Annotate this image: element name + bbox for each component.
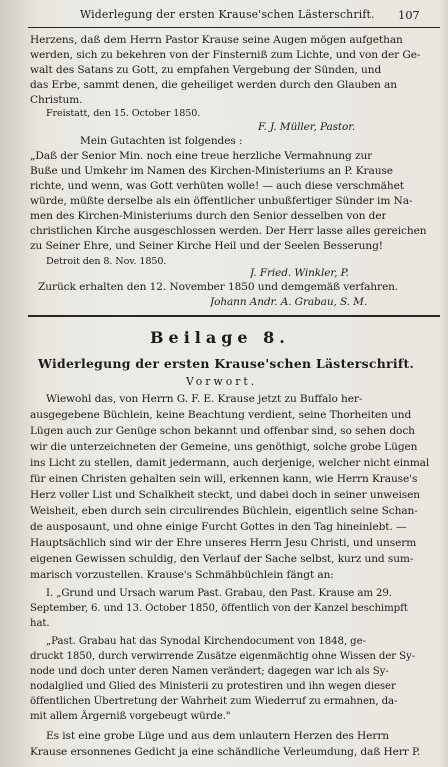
place-date-1: Freistatt, den 15. October 1850. <box>46 108 201 119</box>
quote2-line-6: mit allem Ärgerniß vorgebeugt würde." <box>30 711 231 722</box>
gutachten-line-1: „Daß der Senior Min. noch eine treue herzliche Vermahnung zur <box>30 150 373 162</box>
body-line-11: eigenen Gewissen schuldig, den Verlauf der Sache selbst, kurz und sum- <box>30 553 414 565</box>
body-line-8: Weisheit, eben durch sein circulirendes Büchlein, eigentlich seine Schan- <box>30 505 418 517</box>
running-title: Widerlegung der ersten Krause'schen Lästerschrift. <box>80 8 375 21</box>
place-date-2: Detroit den 8. Nov. 1850. <box>46 256 167 267</box>
quote2-line-5: öffentlichen Übertretung der Wahrheit zum Wiederruf zu ermahnen, da- <box>30 696 398 707</box>
final-line-2: Krause ersonnenes Gedicht ja eine schändliche Verleumdung, daß Herr P. <box>30 746 421 758</box>
body-line-6: für einen Christen gehalten sein will, erkennen kann, wie Herrn Krause's <box>30 473 418 485</box>
quote2-line-4: nodalglied und Glied des Ministerii zu protestiren und ihn wegen dieser <box>30 681 396 692</box>
gutachten-line-7: zu Seiner Ehre, und Seiner Kirche Heil und der Seelen Besserung! <box>30 240 383 252</box>
final-line-1: Es ist eine grobe Lüge und aus dem unlautern Herzen des Herrn <box>46 730 390 742</box>
para1-line-5: Christum. <box>30 94 83 106</box>
body-line-1: Wiewohl das, von Herrn G. F. E. Krause jetzt zu Buffalo her- <box>46 393 363 405</box>
item1-line-3: hat. <box>30 618 50 629</box>
body-line-7: Herz voller List und Schalkheit steckt, und dabei doch in seiner unweisen <box>30 489 420 501</box>
body-line-3: Lügen auch zur Genüge schon bekannt und offenbar sind, so sehen doch <box>30 425 415 437</box>
body-line-4: wir die unterzeichneten der Gemeine, uns genöthigt, solche grobe Lügen <box>30 441 418 453</box>
section-rule <box>28 315 440 317</box>
item1-line-2: September, 6. und 13. October 1850, öffentlich von der Kanzel beschimpft <box>30 603 408 614</box>
gutachten-line-6: christlichen Kirche ausgeschlossen werden. Der Herr lasse alles gereichen <box>30 225 427 237</box>
returned-note: Zurück erhalten den 12. November 1850 und demgemäß verfahren. <box>38 281 399 293</box>
body-line-9: de ausposaunt, und ohne einige Furcht Gottes in den Tag hineinlebt. — <box>30 521 407 533</box>
body-line-2: ausgegebene Büchlein, keine Beachtung verdient, seine Thorheiten und <box>30 409 412 421</box>
para1-line-2: werden, sich zu bekehren von der Finsterniß zum Lichte, und von der Ge- <box>30 49 421 61</box>
beilage-heading: Beilage 8. <box>150 328 290 347</box>
signature-winkler: J. Fried. Winkler, P. <box>250 267 349 279</box>
signature-mueller: F. J. Müller, Pastor. <box>258 121 356 133</box>
vorwort-heading: Vorwort. <box>186 375 258 388</box>
gutachten-line-5: men des Kirchen-Ministeriums durch den Senior desselben von der <box>30 210 387 222</box>
item1-line-1: I. „Grund und Ursach warum Past. Grabau, den Past. Krause am 29. <box>46 588 392 599</box>
para1-line-1: Herzens, daß dem Herrn Pastor Krause seine Augen mögen aufgethan <box>30 34 403 46</box>
body-line-10: Hauptsächlich sind wir der Ehre unseres Herrn Jesu Christi, und unserm <box>30 537 417 549</box>
signature-grabau: Johann Andr. A. Grabau, S. M. <box>210 296 368 308</box>
quote2-line-2: druckt 1850, durch verwirrende Zusätze eigenmächtig ohne Wissen der Sy- <box>30 651 416 662</box>
para1-line-3: walt des Satans zu Gott, zu empfahen Vergebung der Sünden, und <box>30 64 382 76</box>
gutachten-line-2: Buße und Umkehr im Namen des Kirchen-Ministeriums an P. Krause <box>30 165 393 177</box>
quote2-line-1: „Past. Grabau hat das Synodal Kirchendocument von 1848, ge- <box>46 636 366 647</box>
gutachten-line-3: richte, und wenn, was Gott verhüten wolle! — auch diese verschmähet <box>30 180 404 192</box>
gutachten-line-4: würde, müßte derselbe als ein öffentlicher unbußfertiger Sünder im Na- <box>30 195 413 207</box>
section-title: Widerlegung der ersten Krause'schen Lästerschrift. <box>38 356 415 371</box>
quote2-line-3: node und doch unter deren Namen verändert; dagegen war ich als Sy- <box>30 666 389 677</box>
para1-line-4: das Erbe, sammt denen, die geheiliget werden durch den Glauben an <box>30 79 397 91</box>
body-line-5: ins Licht zu stellen, damit jedermann, auch derjenige, welcher nicht einmal <box>30 457 430 469</box>
header-rule <box>28 27 440 28</box>
page-number: 107 <box>398 8 420 22</box>
gutachten-intro: Mein Gutachten ist folgendes : <box>80 135 243 147</box>
body-line-12: marisch vorzustellen. Krause's Schmähbüchlein fängt an: <box>30 569 334 581</box>
